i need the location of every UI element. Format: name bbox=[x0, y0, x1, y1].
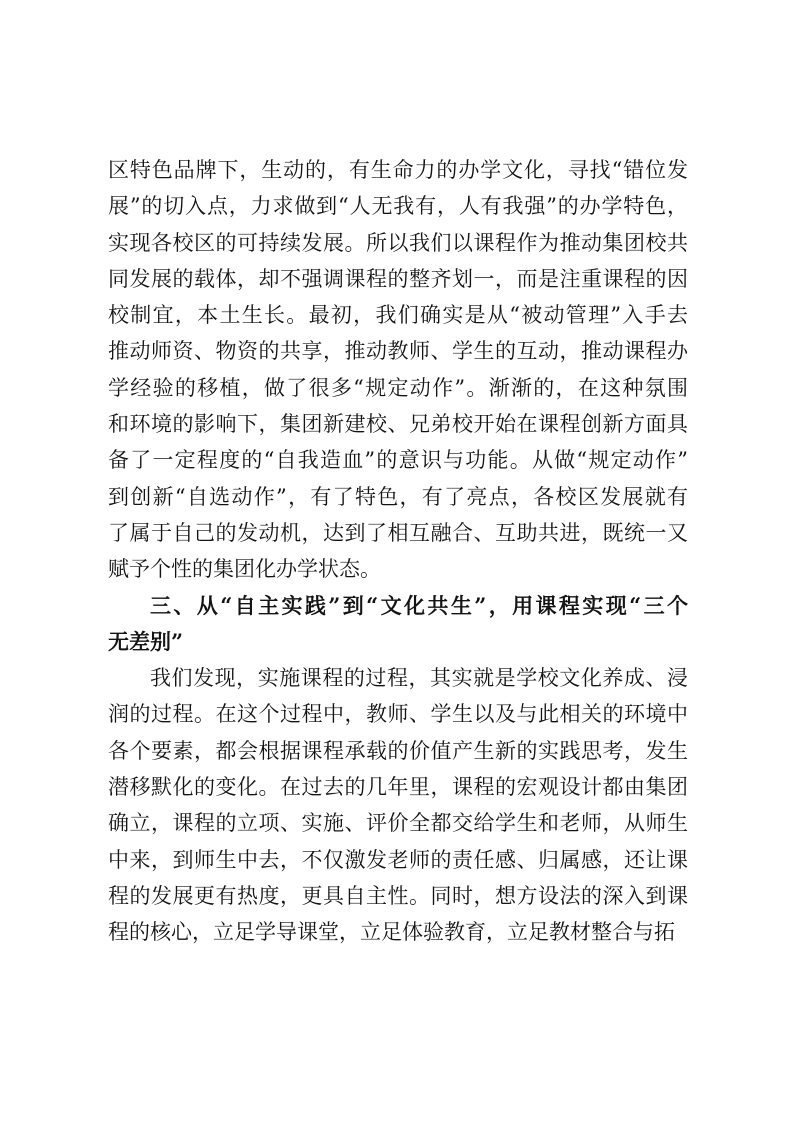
text-line: 确立，课程的立项、实施、评价全都交给学生和老师，从师生 bbox=[108, 811, 688, 836]
text-line: 到创新“自选动作”，有了特色，有了亮点，各校区发展就有 bbox=[108, 484, 688, 509]
section-heading bbox=[108, 588, 688, 661]
text-line: 同发展的载体，却不强调课程的整齐划一，而是注重课程的因 bbox=[108, 266, 688, 291]
body-paragraph bbox=[108, 660, 688, 950]
text-line: 推动师资、物资的共享，推动教师、学生的互动，推动课程办 bbox=[108, 339, 688, 364]
text-line: 程的核心，立足学导课堂，立足体验教育，立足教材整合与拓 bbox=[108, 920, 675, 945]
text-line: 赋予个性的集团化办学状态。 bbox=[108, 557, 381, 582]
text-line: 三、从“自主实践”到“文化共生”，用课程实现“三个 bbox=[150, 592, 688, 618]
document-body bbox=[108, 152, 688, 951]
text-line: 和环境的影响下，集团新建校、兄弟校开始在课程创新方面具 bbox=[108, 412, 688, 437]
text-line: 校制宜，本土生长。最初，我们确实是从“被动管理”入手去 bbox=[108, 303, 688, 328]
text-line: 展”的切入点，力求做到“人无我有，人有我强”的办学特色， bbox=[108, 194, 688, 219]
text-line: 无差别” bbox=[108, 628, 184, 654]
text-line: 各个要素，都会根据课程承载的价值产生新的实践思考，发生 bbox=[108, 738, 688, 763]
text-line: 程的发展更有热度，更具自主性。同时，想方设法的深入到课 bbox=[108, 883, 688, 908]
text-line: 潜移默化的变化。在过去的几年里，课程的宏观设计都由集团 bbox=[108, 775, 688, 800]
text-line: 我们发现，实施课程的过程，其实就是学校文化养成、浸 bbox=[150, 666, 688, 691]
text-line: 学经验的移植，做了很多“规定动作”。渐渐的，在这种氛围 bbox=[108, 375, 688, 400]
text-line: 实现各校区的可持续发展。所以我们以课程作为推动集团校共 bbox=[108, 230, 688, 255]
text-line: 了属于自己的发动机，达到了相互融合、互助共进，既统一又 bbox=[108, 520, 688, 545]
text-line: 中来，到师生中去，不仅激发老师的责任感、归属感，还让课 bbox=[108, 847, 688, 872]
body-paragraph bbox=[108, 152, 688, 588]
text-line: 备了一定程度的“自我造血”的意识与功能。从做“规定动作” bbox=[108, 448, 688, 473]
text-line: 区特色品牌下，生动的，有生命力的办学文化，寻找“错位发 bbox=[108, 158, 688, 182]
text-line: 润的过程。在这个过程中，教师、学生以及与此相关的环境中 bbox=[108, 702, 688, 727]
